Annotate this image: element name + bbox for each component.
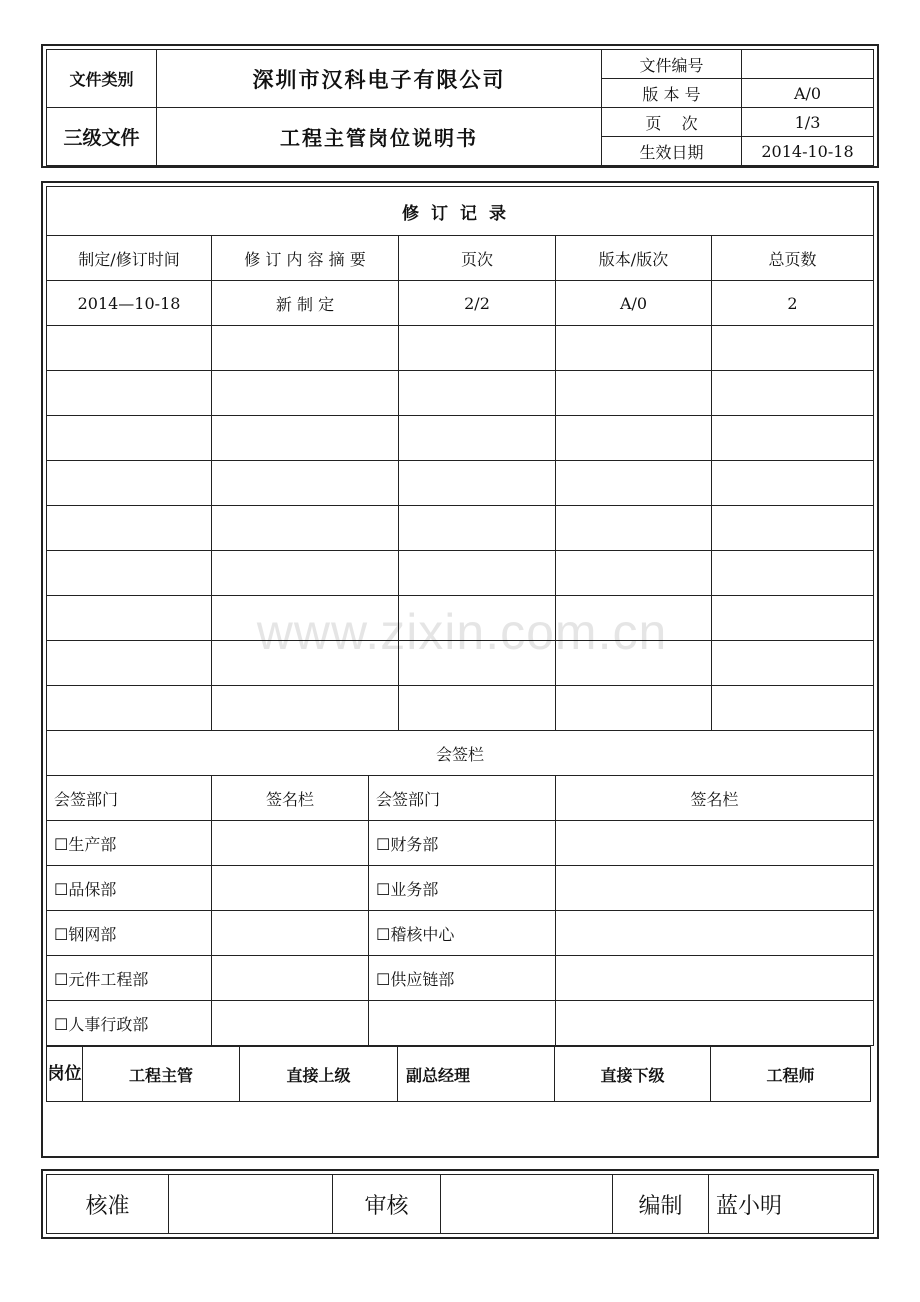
countersign-row: [47, 866, 874, 911]
revision-cell: [399, 461, 556, 506]
revision-cell: [47, 416, 212, 461]
document-header: [41, 44, 879, 168]
department-checkbox[interactable]: ☐生产部: [47, 821, 212, 866]
revision-cell: [712, 326, 874, 371]
signature-cell: [212, 956, 369, 1001]
revision-cell: [712, 461, 874, 506]
signature-cell: [212, 911, 369, 956]
revision-cell: 2/2: [399, 281, 556, 326]
meta-label: 文件编号: [602, 50, 742, 79]
revision-cell: [47, 551, 212, 596]
revision-row: [47, 686, 874, 731]
revision-table: [46, 186, 874, 1046]
position-cell: 副总经理: [398, 1047, 555, 1102]
position-table: [46, 1046, 871, 1102]
position-cell: 直接上级: [240, 1047, 398, 1102]
department-checkbox[interactable]: ☐人事行政部: [47, 1001, 212, 1046]
revision-cell: [556, 461, 712, 506]
position-cell: 工程师: [711, 1047, 871, 1102]
review-label: 审核: [333, 1175, 441, 1234]
company-name: 深圳市汉科电子有限公司: [157, 50, 602, 108]
revision-cell: [712, 641, 874, 686]
main-form: [41, 181, 879, 1158]
revision-cell: [47, 461, 212, 506]
position-cell: 直接下级: [555, 1047, 711, 1102]
department-checkbox[interactable]: ☐供应链部: [369, 956, 556, 1001]
revision-cell: [399, 551, 556, 596]
meta-value: 2014-10-18: [742, 137, 874, 166]
revision-cell: [212, 641, 399, 686]
revision-row: [47, 551, 874, 596]
revision-cell: 2014—10-18: [47, 281, 212, 326]
revision-rows: [47, 281, 874, 731]
revision-row: [47, 371, 874, 416]
signature-cell: [556, 911, 874, 956]
revision-cell: 2: [712, 281, 874, 326]
revision-header: 总页数: [712, 236, 874, 281]
revision-header: 修 订 内 容 摘 要: [212, 236, 399, 281]
revision-cell: [712, 371, 874, 416]
countersign-row: [47, 821, 874, 866]
revision-cell: [712, 596, 874, 641]
approve-label: 核准: [47, 1175, 169, 1234]
revision-row: [47, 506, 874, 551]
signature-cell: [556, 821, 874, 866]
countersign-header: 签名栏: [212, 776, 369, 821]
revision-cell: [212, 551, 399, 596]
meta-value: 1/3: [742, 108, 874, 137]
revision-cell: [556, 686, 712, 731]
countersign-rows: [47, 821, 874, 1046]
revision-cell: [556, 551, 712, 596]
approve-signature: [169, 1175, 333, 1234]
revision-cell: [47, 596, 212, 641]
review-signature: [441, 1175, 613, 1234]
revision-cell: [399, 371, 556, 416]
revision-cell: [399, 506, 556, 551]
revision-cell: [212, 686, 399, 731]
meta-label: 页 次: [602, 108, 742, 137]
revision-row: [47, 596, 874, 641]
countersign-header: 会签部门: [47, 776, 212, 821]
category-label: 文件类别: [47, 50, 157, 108]
revision-cell: [47, 371, 212, 416]
position-cell: 工程主管: [83, 1047, 240, 1102]
revision-cell: [556, 371, 712, 416]
department-checkbox[interactable]: ☐财务部: [369, 821, 556, 866]
revision-cell: [556, 326, 712, 371]
meta-label: 生效日期: [602, 137, 742, 166]
department-checkbox[interactable]: ☐钢网部: [47, 911, 212, 956]
watermark: www.zixin.com.cn: [256, 604, 668, 660]
revision-cell: 新 制 定: [212, 281, 399, 326]
signature-cell: [556, 866, 874, 911]
position-label: 岗位: [47, 1047, 83, 1102]
revision-cell: [47, 641, 212, 686]
countersign-row: [47, 911, 874, 956]
signature-cell: [212, 1001, 369, 1046]
revision-cell: [712, 416, 874, 461]
revision-cell: [556, 506, 712, 551]
author-name: 蓝小明: [709, 1175, 874, 1234]
revision-header: 制定/修订时间: [47, 236, 212, 281]
revision-cell: [399, 416, 556, 461]
revision-cell: [399, 641, 556, 686]
revision-row: [47, 461, 874, 506]
approval-footer: [41, 1169, 879, 1239]
revision-cell: [399, 686, 556, 731]
approval-table: [46, 1174, 874, 1234]
revision-row: [47, 281, 874, 326]
revision-cell: [212, 416, 399, 461]
revision-cell: [712, 506, 874, 551]
countersign-header: 会签部门: [369, 776, 556, 821]
department-checkbox[interactable]: ☐元件工程部: [47, 956, 212, 1001]
meta-label: 版 本 号: [602, 79, 742, 108]
countersign-row: [47, 1001, 874, 1046]
revision-cell: [212, 371, 399, 416]
revision-cell: [399, 326, 556, 371]
revision-cell: [556, 416, 712, 461]
countersign-header: 签名栏: [556, 776, 874, 821]
meta-value: A/0: [742, 79, 874, 108]
revision-cell: [212, 461, 399, 506]
revision-cell: [212, 506, 399, 551]
revision-cell: [712, 551, 874, 596]
revision-cell: [556, 641, 712, 686]
signature-cell: [556, 956, 874, 1001]
signature-cell: [212, 821, 369, 866]
department-checkbox[interactable]: ☐稽核中心: [369, 911, 556, 956]
revision-row: [47, 416, 874, 461]
signature-cell: [556, 1001, 874, 1046]
revision-cell: [212, 326, 399, 371]
revision-cell: [556, 596, 712, 641]
revision-title: 修订记录: [47, 187, 874, 236]
revision-cell: [399, 596, 556, 641]
department-checkbox[interactable]: ☐业务部: [369, 866, 556, 911]
revision-cell: [212, 596, 399, 641]
countersign-row: [47, 956, 874, 1001]
header-table: [46, 49, 874, 166]
revision-cell: [47, 686, 212, 731]
department-checkbox: [369, 1001, 556, 1046]
revision-header: 页次: [399, 236, 556, 281]
revision-cell: [47, 506, 212, 551]
revision-row: [47, 326, 874, 371]
department-checkbox[interactable]: ☐品保部: [47, 866, 212, 911]
signature-cell: [212, 866, 369, 911]
author-label: 编制: [613, 1175, 709, 1234]
revision-cell: [712, 686, 874, 731]
countersign-title: 会签栏: [47, 731, 874, 776]
document-title: 工程主管岗位说明书: [157, 108, 602, 166]
revision-header: 版本/版次: [556, 236, 712, 281]
revision-row: [47, 641, 874, 686]
meta-value: [742, 50, 874, 79]
revision-cell: [47, 326, 212, 371]
revision-cell: A/0: [556, 281, 712, 326]
category-value: 三级文件: [47, 108, 157, 166]
